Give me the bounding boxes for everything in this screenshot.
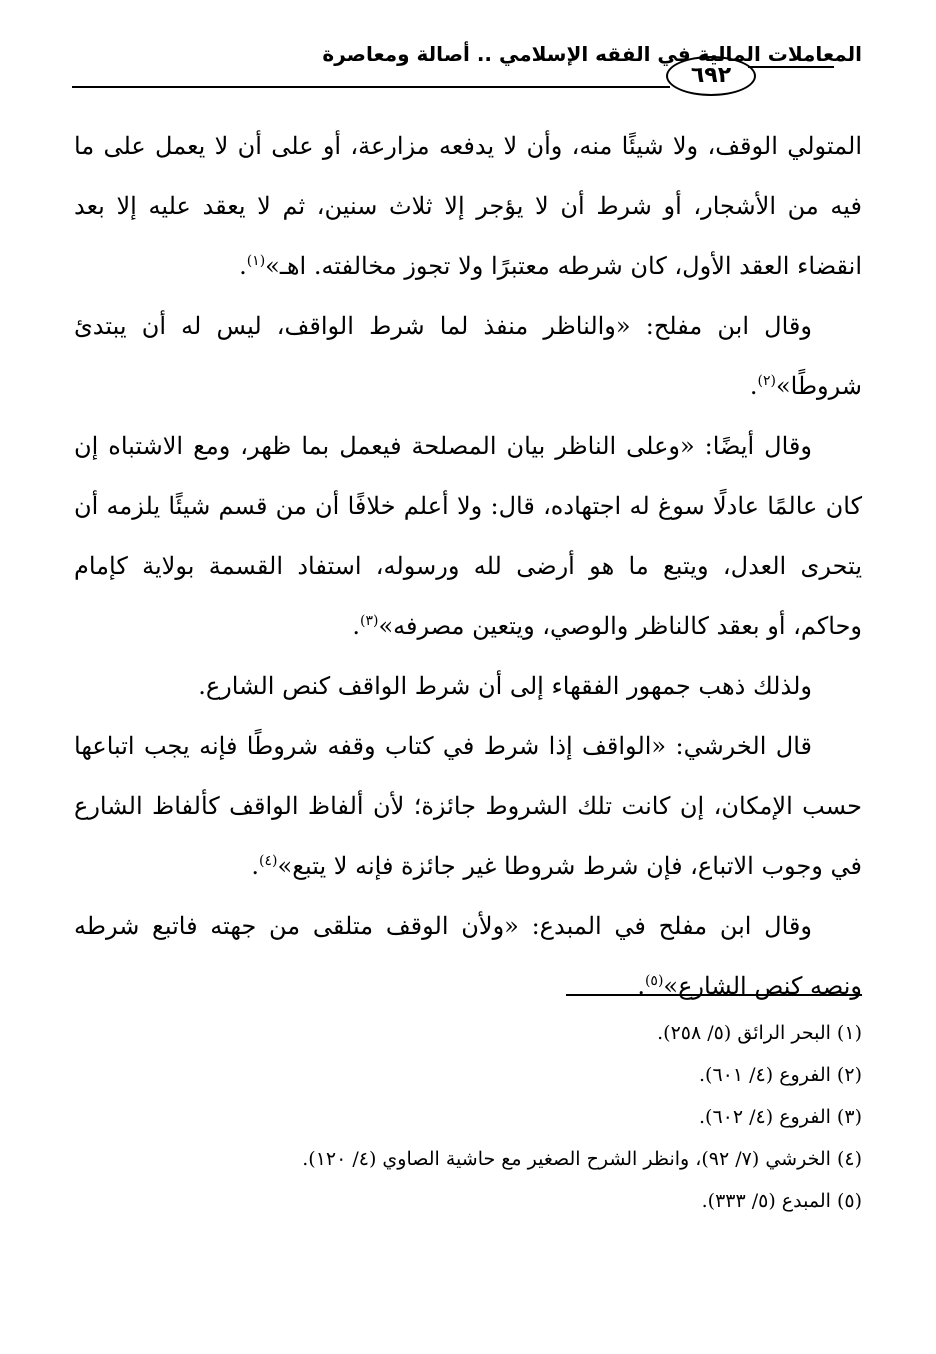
paragraph-3-text: وقال أيضًا: «وعلى الناظر بيان المصلحة فيعمل بما ظهر، ومع الاشتباه إن كان عالمًا عادلًا سوغ له اجتهاده، قال: ولا أعلم خلافًا أن من قسم شيئًا يلزمه أن يتحرى العدل، ويتبع ما هو أرضى لله ورسوله، استفاد القسمة بولاية كإمام وحاكم، أو بعقد كالناظر والوصي، ويتعين مصرفه» bbox=[74, 432, 862, 640]
footnote-ref-1: (١) bbox=[246, 253, 266, 269]
paragraph-3: وقال أيضًا: «وعلى الناظر بيان المصلحة فيعمل بما ظهر، ومع الاشتباه إن كان عالمًا عادلًا سوغ له اجتهاده، قال: ولا أعلم خلافًا أن من قسم شيئًا يلزمه أن يتحرى العدل، ويتبع ما هو أرضى لله ورسوله، استفاد القسمة بولاية كإمام وحاكم، أو بعقد كالناظر والوصي، ويتعين مصرفه»$^{(٣)}$. bbox=[74, 432, 862, 640]
header-rule-right bbox=[748, 66, 834, 68]
paragraph-1: المتولي الوقف، ولا شيئًا منه، وأن لا يدفعه مزارعة، أو على أن لا يعمل على ما فيه من الأشجار، أو شرط أن لا يؤجر إلا ثلاث سنين، ثم لا يعقد عليه إلا بعد انقضاء العقد الأول، كان شرطه معتبرًا ولا تجوز مخالفته. اهـ»$^{(١)}$. bbox=[74, 132, 862, 280]
footnote-separator bbox=[566, 994, 862, 996]
footnote-5: (٥) المبدع (٥/ ٣٣٣). bbox=[701, 1190, 862, 1212]
footnote-ref-2: (٢) bbox=[757, 373, 776, 389]
footnote-ref-3: (٣) bbox=[360, 613, 379, 629]
paragraph-2-text: وقال ابن مفلح: «والناظر منفذ لما شرط الواقف، ليس له أن يبتدئ شروطًا» bbox=[74, 312, 862, 400]
paragraph-5-text: قال الخرشي: «الواقف إذا شرط في كتاب وقفه شروطًا فإنه يجب اتباعها حسب الإمكان، إن كانت تلك الشروط جائزة؛ لأن ألفاظ الواقف كألفاظ الشارع في وجوب الاتباع، فإن شرط شروطا غير جائزة فإنه لا يتبع» bbox=[74, 732, 862, 880]
footnotes bbox=[200, 1012, 862, 1222]
paragraph-1-text: المتولي الوقف، ولا شيئًا منه، وأن لا يدفعه مزارعة، أو على أن لا يعمل على ما فيه من الأشجار، أو شرط أن لا يؤجر إلا ثلاث سنين، ثم لا يعقد عليه إلا بعد انقضاء العقد الأول، كان شرطه معتبرًا ولا تجوز مخالفته. اهـ» bbox=[74, 132, 862, 280]
paragraph-5: قال الخرشي: «الواقف إذا شرط في كتاب وقفه شروطًا فإنه يجب اتباعها حسب الإمكان، إن كانت تلك الشروط جائزة؛ لأن ألفاظ الواقف كألفاظ الشارع في وجوب الاتباع، فإن شرط شروطا غير جائزة فإنه لا يتبع»$^{(٤)}$. bbox=[74, 732, 862, 880]
paragraph-2: وقال ابن مفلح: «والناظر منفذ لما شرط الواقف، ليس له أن يبتدئ شروطًا»$^{(٢)}$. bbox=[74, 312, 862, 400]
footnote-2: (٢) الفروع (٤/ ٦٠١). bbox=[699, 1064, 862, 1086]
footnote-ref-5: (٥) bbox=[644, 973, 664, 989]
paragraph-6-text: وقال ابن مفلح في المبدع: «ولأن الوقف متلقى من جهته فاتبع شرطه ونصه كنص الشارع» bbox=[74, 912, 862, 1000]
header-rule-left bbox=[72, 86, 670, 88]
main-text bbox=[74, 116, 862, 1016]
running-title: المعاملات المالية في الفقه الإسلامي .. أصالة ومعاصرة bbox=[322, 42, 862, 66]
page-number: ٦٩٢ bbox=[666, 56, 756, 96]
footnote-3: (٣) الفروع (٤/ ٦٠٢). bbox=[699, 1106, 862, 1128]
paragraph-4: ولذلك ذهب جمهور الفقهاء إلى أن شرط الواقف كنص الشارع. bbox=[198, 672, 812, 700]
footnote-4: (٤) الخرشي (٧/ ٩٢)، وانظر الشرح الصغير مع حاشية الصاوي (٤/ ١٢٠). bbox=[302, 1148, 862, 1170]
footnote-ref-4: (٤) bbox=[259, 853, 278, 869]
footnote-1: (١) البحر الرائق (٥/ ٢٥٨). bbox=[657, 1022, 862, 1044]
paragraph-6: وقال ابن مفلح في المبدع: «ولأن الوقف متلقى من جهته فاتبع شرطه ونصه كنص الشارع»$^{(٥)}$. bbox=[74, 912, 862, 1000]
